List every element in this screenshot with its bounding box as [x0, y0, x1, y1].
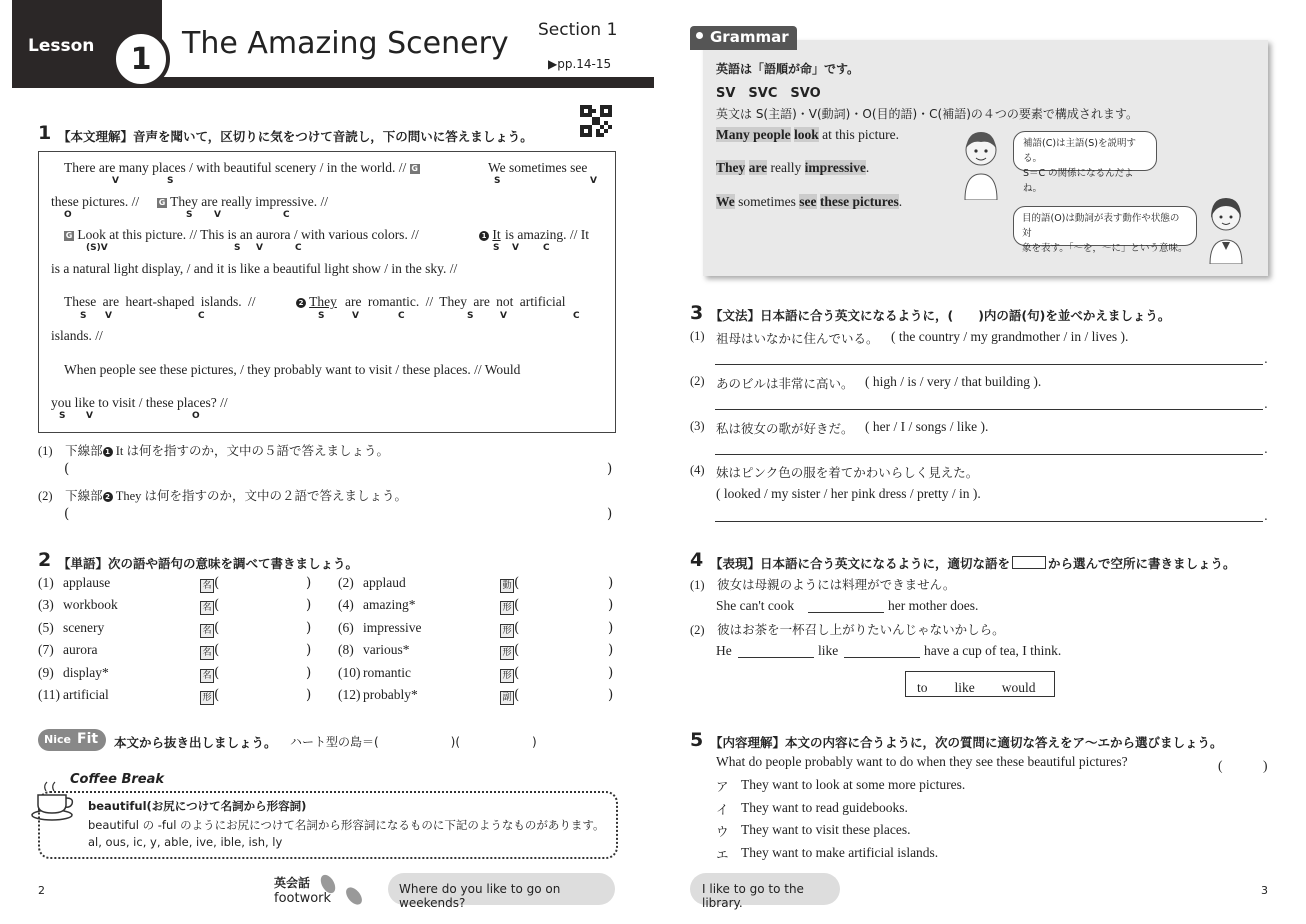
vocab-number: (9): [38, 664, 54, 680]
qr-code-icon[interactable]: [580, 105, 612, 137]
q3-words: ( high / is / very / that building ).: [865, 374, 1042, 389]
page-title: The Amazing Scenery: [182, 26, 509, 61]
answer-paren[interactable]: ( ): [1218, 758, 1268, 773]
grammar-role-mark: C: [398, 311, 405, 321]
vocab-word: impressive: [363, 619, 422, 635]
q3-words: ( her / I / songs / like ).: [865, 419, 989, 434]
period: .: [1264, 442, 1268, 456]
word-choice-box: to like would: [905, 671, 1055, 697]
underline-marker-1-icon: 1: [479, 231, 489, 241]
q3-japanese: 妹はピンク色の服を着てかわいらしく見えた。: [716, 466, 979, 480]
speech-bubble-object: 目的語(O)は動詞が表す動作や状態の対 象を表す。「～を，～に」という意味。: [1013, 206, 1197, 246]
grammar-role-mark: O: [192, 411, 200, 421]
meaning-field[interactable]: [222, 644, 302, 660]
vocab-number: (6): [338, 619, 354, 635]
meaning-field[interactable]: [222, 689, 302, 705]
speech-bubble-question: Where do you like to go on weekends?: [388, 873, 615, 905]
option-key: ア: [716, 779, 729, 794]
paren-close: ): [306, 664, 312, 681]
vocab-word: workbook: [63, 597, 118, 613]
paren-open: (: [514, 619, 520, 636]
grammar-role-mark: S: [493, 243, 500, 253]
grammar-role-mark: (S)V: [86, 243, 108, 253]
grammar-tab: Grammar: [690, 26, 797, 50]
coffee-break-list: al, ous, ic, y, able, ive, ible, ish, ly: [88, 835, 283, 849]
meaning-field[interactable]: [522, 577, 604, 593]
vocab-word: probably*: [363, 687, 418, 702]
paren-close: ): [306, 619, 312, 636]
paren-open: (: [214, 575, 220, 591]
meaning-field[interactable]: [522, 667, 604, 683]
q3-number: (1): [690, 329, 705, 343]
vocab-number: (1): [38, 575, 54, 590]
answer-line[interactable]: [715, 364, 1263, 365]
footwork-logo: 英会話 footwork: [274, 876, 332, 906]
question-3-number: 3: [690, 302, 704, 324]
q3-words: ( the country / my grandmother / in / lives ).: [891, 329, 1129, 344]
triangle-icon: ▶: [548, 57, 558, 71]
grammar-marker-icon: G: [411, 164, 418, 173]
grammar-role-mark: S: [318, 311, 325, 321]
grammar-role-mark: S: [80, 311, 87, 321]
grammar-role-mark: V: [105, 311, 112, 321]
paren-open: (: [214, 642, 220, 659]
question-5-heading: 【内容理解】本文の内容に合うように，次の質問に適切な答えをア～エから選びましょう。: [710, 735, 1223, 750]
grammar-line-2: SV SVC SVO: [716, 86, 821, 101]
page-reference: ▶pp.14-15: [548, 57, 612, 71]
question-5-text: What do people probably want to do when they see these beautiful pictures?: [716, 754, 1128, 769]
part-of-speech-badge: 名: [200, 577, 214, 593]
part-of-speech-badge: 名: [200, 644, 214, 660]
grammar-role-mark: V: [512, 243, 519, 253]
meaning-field[interactable]: [222, 667, 302, 683]
paren-open: (: [214, 664, 220, 681]
blank-2[interactable]: [738, 657, 814, 658]
grammar-role-mark: S: [234, 243, 241, 253]
underline-marker-2-icon: 2: [296, 298, 306, 308]
question-4-heading: 【表現】日本語に合う英文になるように，適切な語を から選んで空所に書きましょう。: [710, 556, 1236, 571]
girl-character-icon: [1198, 190, 1254, 268]
period: .: [1264, 352, 1268, 366]
paren-open: (: [214, 687, 220, 703]
part-of-speech-badge: 名: [200, 667, 214, 683]
vocab-word: applaud: [363, 575, 406, 590]
grammar-role-mark: C: [573, 311, 580, 321]
footprints-icon: [316, 874, 370, 910]
coffee-break-body: beautiful の -ful のようにお尻につけて名詞から形容詞になるものに下記のようなものがあります。: [88, 818, 605, 832]
q3-number: (2): [690, 374, 705, 388]
option-text: They want to look at some more pictures.: [741, 777, 966, 792]
grammar-role-mark: V: [86, 411, 93, 421]
vocab-number: (11): [38, 687, 60, 702]
vocab-number: (12): [338, 687, 361, 702]
grammar-example-2: They are really impressive.: [716, 160, 870, 175]
paren-open: (: [214, 597, 220, 614]
nice-fit-text: 本文から抜き出しましょう。: [114, 735, 277, 750]
meaning-field[interactable]: [222, 577, 302, 593]
period: .: [1264, 397, 1268, 411]
question-5-number: 5: [690, 729, 704, 751]
meaning-field[interactable]: [522, 689, 604, 705]
vocab-word: applause: [63, 575, 111, 590]
grammar-role-mark: O: [64, 210, 72, 220]
sub-question-2: (2) 下線部 2 They は何を指すのか，文中の２語で答えましょう。: [38, 489, 408, 503]
option-text: They want to make artificial islands.: [741, 844, 939, 860]
answer-line[interactable]: [715, 409, 1263, 410]
grammar-role-mark: S: [467, 311, 474, 321]
page-number-right: 3: [1261, 884, 1268, 897]
vocab-word: amazing*: [363, 597, 416, 613]
grammar-role-mark: C: [295, 243, 302, 253]
vocab-word: aurora: [63, 642, 98, 658]
vocab-number: (7): [38, 642, 54, 658]
paren-close: ): [306, 642, 312, 659]
vocab-number: (5): [38, 619, 54, 635]
sub-question-1: (1) 下線部 1 It は何を指すのか，文中の５語で答えましょう。: [38, 444, 389, 458]
vocab-number: (10): [338, 664, 361, 680]
paren-close: ): [608, 619, 614, 636]
boy-character-icon: [955, 126, 1007, 204]
grammar-role-mark: V: [500, 311, 507, 321]
grammar-marker-icon: G: [158, 198, 166, 207]
q3-japanese: 祖母はいなかに住んでいる。: [716, 332, 879, 346]
grammar-role-mark: V: [590, 176, 597, 186]
vocab-word: display*: [63, 664, 109, 680]
lesson-number: 1: [112, 30, 170, 88]
paren-close: ): [306, 687, 312, 703]
grammar-role-mark: C: [543, 243, 550, 253]
grammar-role-mark: V: [112, 176, 119, 186]
paren-close: ): [608, 687, 614, 703]
paren-close: ): [608, 575, 614, 591]
period: .: [1264, 509, 1268, 523]
grammar-role-mark: V: [352, 311, 359, 321]
page-number-left: 2: [38, 884, 45, 897]
grammar-example-1: Many people look at this picture.: [716, 127, 900, 142]
meaning-field[interactable]: [222, 622, 302, 638]
paren-open: (: [514, 642, 520, 659]
vocab-word: scenery: [63, 619, 105, 635]
option-text: They want to read guidebooks.: [741, 799, 908, 815]
grammar-role-mark: C: [283, 210, 290, 220]
coffee-break-head: beautiful(お尻につけて名詞から形容詞): [88, 799, 307, 813]
paren-open: (: [514, 575, 520, 591]
grammar-example-3: We sometimes see these pictures.: [716, 194, 903, 209]
part-of-speech-badge: 名: [200, 599, 214, 615]
paren-close: ): [608, 597, 614, 614]
part-of-speech-badge: 形: [500, 667, 514, 683]
answer-field-2[interactable]: [70, 508, 602, 524]
paren-open: (: [214, 619, 220, 636]
q3-number: (3): [690, 419, 705, 433]
question-1-heading: 【本文理解】音声を聞いて，区切りに気をつけて音読し，下の問いに答えましょう。: [58, 129, 533, 144]
vocab-number: (8): [338, 642, 354, 658]
title-rule: [162, 77, 654, 88]
vocab-word: romantic: [363, 664, 411, 680]
grammar-role-mark: V: [256, 243, 263, 253]
question-2-number: 2: [38, 549, 52, 571]
q3-number: (4): [690, 463, 705, 477]
blank-3[interactable]: [844, 657, 920, 658]
paren-close: ): [608, 642, 614, 659]
section-label: Section 1: [538, 20, 618, 40]
paren-close: ): [608, 664, 614, 681]
part-of-speech-badge: 副: [500, 689, 514, 705]
vocab-number: (3): [38, 597, 54, 613]
paren-open: (: [514, 597, 520, 614]
paren-close: ): [306, 597, 312, 614]
option-key: エ: [716, 846, 729, 862]
part-of-speech-badge: 形: [500, 622, 514, 638]
grammar-role-mark: V: [214, 210, 221, 220]
meaning-field[interactable]: [522, 644, 604, 660]
coffee-break-title: Coffee Break: [66, 772, 168, 787]
answer-field-1[interactable]: [70, 463, 602, 479]
part-of-speech-badge: 形: [500, 644, 514, 660]
question-2-heading: 【単語】次の語や語句の意味を調べて書きましょう。: [58, 556, 359, 571]
option-text: They want to visit these places.: [741, 822, 911, 837]
answer-line[interactable]: [715, 521, 1263, 522]
nice-fit-badge: Nice Fit: [38, 729, 106, 751]
meaning-field[interactable]: [522, 599, 604, 615]
part-of-speech-badge: 名: [200, 622, 214, 638]
question-3-heading: 【文法】日本語に合う英文になるように，( )内の語(句)を並べかえましょう。: [710, 308, 1171, 323]
paren-open: (: [514, 687, 520, 703]
paren-close: ): [306, 575, 312, 591]
vocab-number: (4): [338, 597, 354, 613]
q3-japanese: 私は彼女の歌が好きだ。: [716, 422, 854, 436]
nice-fit-task: ハート型の島＝( )( ): [290, 735, 537, 749]
part-of-speech-badge: 動: [500, 577, 514, 593]
lesson-label: Lesson: [28, 36, 95, 56]
vocab-number: (2): [338, 575, 354, 590]
q3-japanese: あのビルは非常に高い。: [716, 377, 854, 391]
question-4-number: 4: [690, 549, 704, 571]
grammar-role-mark: S: [494, 176, 501, 186]
grammar-role-mark: S: [59, 411, 66, 421]
option-key: イ: [716, 801, 729, 817]
vocab-word: artificial: [63, 687, 109, 702]
paren-open: (: [514, 664, 520, 681]
speech-bubble-answer: I like to go to the library.: [690, 873, 840, 905]
meaning-field[interactable]: [222, 599, 302, 615]
option-key: ウ: [716, 824, 729, 839]
question-1-number: 1: [38, 122, 52, 144]
q3-words: ( looked / my sister / her pink dress / pretty / in ).: [716, 486, 981, 501]
part-of-speech-badge: 形: [500, 599, 514, 615]
grammar-line-3: 英文は S(主語)・V(動詞)・O(目的語)・C(補語)の４つの要素で構成されます。: [716, 107, 1138, 121]
grammar-role-mark: S: [167, 176, 174, 186]
blank-1[interactable]: [808, 612, 884, 613]
grammar-role-mark: C: [198, 311, 205, 321]
meaning-field[interactable]: [522, 622, 604, 638]
part-of-speech-badge: 形: [200, 689, 214, 705]
answer-line[interactable]: [715, 454, 1263, 455]
vocab-word: various*: [363, 642, 410, 658]
grammar-role-mark: S: [186, 210, 193, 220]
speech-bubble-complement: 補語(C)は主語(S)を説明する。 S＝C の関係になるんだよね。: [1013, 131, 1157, 171]
grammar-marker-icon: G: [65, 231, 73, 240]
grammar-line-1: 英語は「語順が命」です。: [716, 62, 860, 76]
